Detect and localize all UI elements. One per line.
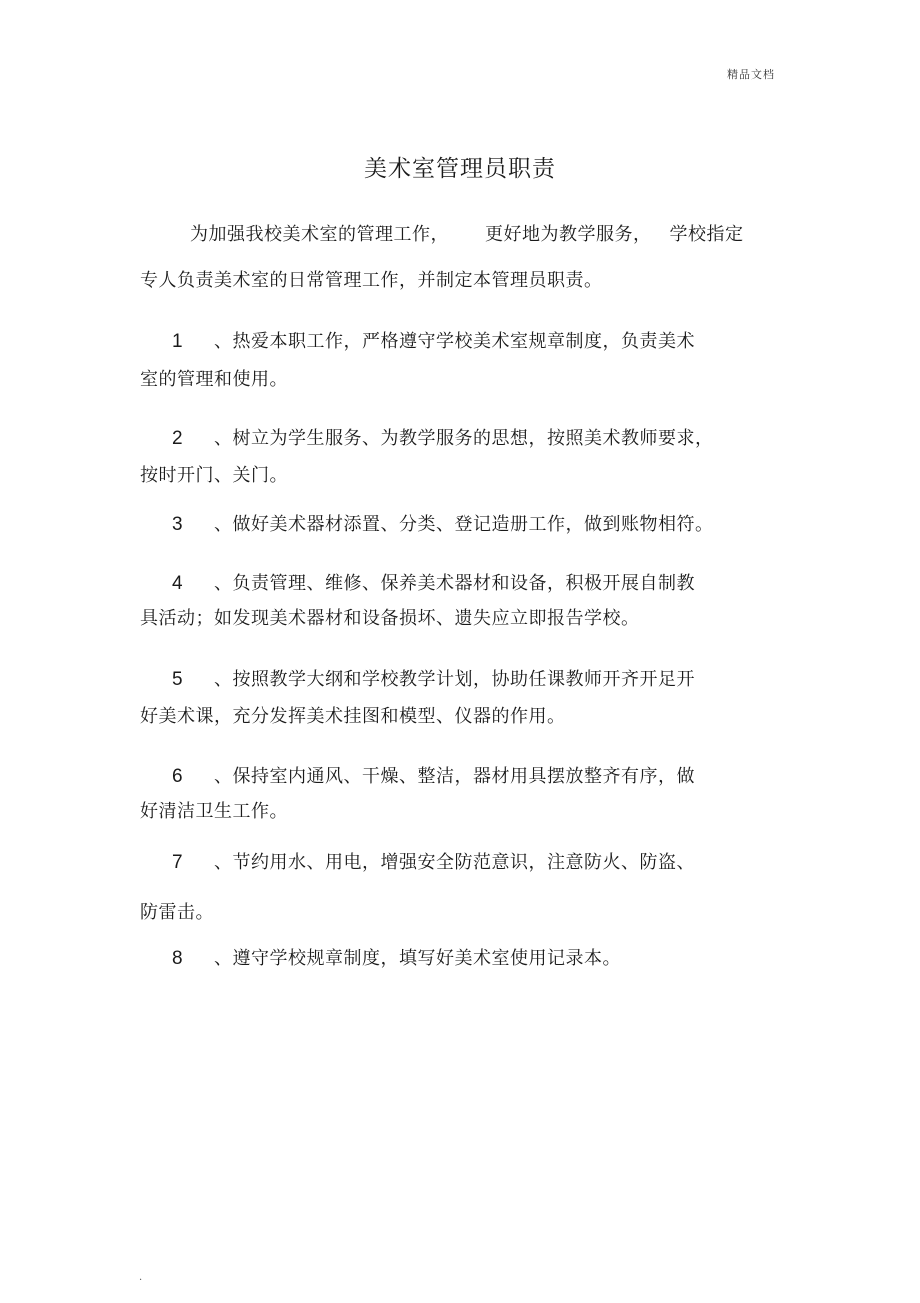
page-title: 美术室管理员职责: [364, 156, 556, 182]
item-text-line-1: 、遵守学校规章制度，填写好美术室使用记录本。: [214, 948, 621, 969]
item-text-line-1: 、保持室内通风、干燥、整洁，器材用具摆放整齐有序，做: [214, 766, 695, 787]
item-text-line-1: 、做好美术器材添置、分类、登记造册工作，做到账物相符。: [214, 514, 714, 535]
intro-line-2: 专人负责美术室的日常管理工作，并制定本管理员职责。: [140, 270, 603, 291]
item-number: 7: [172, 852, 184, 873]
item-text-line-2: 防雷击。: [140, 902, 214, 923]
item-number: 6: [172, 766, 184, 787]
item-text-line-1: 、按照教学大纲和学校教学计划，协助任课教师开齐开足开: [214, 669, 695, 690]
footer-dot: .: [139, 1272, 143, 1283]
item-text-line-2: 按时开门、关门。: [140, 465, 288, 486]
item-number: 8: [172, 948, 184, 969]
item-text-line-1: 、树立为学生服务、为教学服务的思想，按照美术教师要求，: [214, 428, 714, 449]
item-number: 1: [172, 331, 184, 352]
item-text-line-1: 、节约用水、用电，增强安全防范意识，注意防火、防盗、: [214, 852, 695, 873]
intro-segment-b: 更好地为教学服务，: [485, 224, 652, 245]
item-number: 4: [172, 573, 184, 594]
header-mark: 精品文档: [727, 68, 775, 81]
item-text-line-2: 好美术课，充分发挥美术挂图和模型、仪器的作用。: [140, 706, 566, 727]
item-number: 3: [172, 514, 184, 535]
intro-segment-c: 学校指定: [669, 224, 744, 245]
item-text-line-2: 具活动；如发现美术器材和设备损坏、遗失应立即报告学校。: [140, 608, 640, 629]
intro-line-1: [190, 220, 840, 246]
item-text-line-2: 好清洁卫生工作。: [140, 801, 288, 822]
item-number: 5: [172, 669, 184, 690]
item-text-line-2: 室的管理和使用。: [140, 369, 288, 390]
item-number: 2: [172, 428, 184, 449]
item-text-line-1: 、热爱本职工作，严格遵守学校美术室规章制度，负责美术: [214, 331, 695, 352]
intro-segment-a: 为加强我校美术室的管理工作，: [190, 224, 449, 245]
item-text-line-1: 、负责管理、维修、保养美术器材和设备，积极开展自制教: [214, 573, 695, 594]
